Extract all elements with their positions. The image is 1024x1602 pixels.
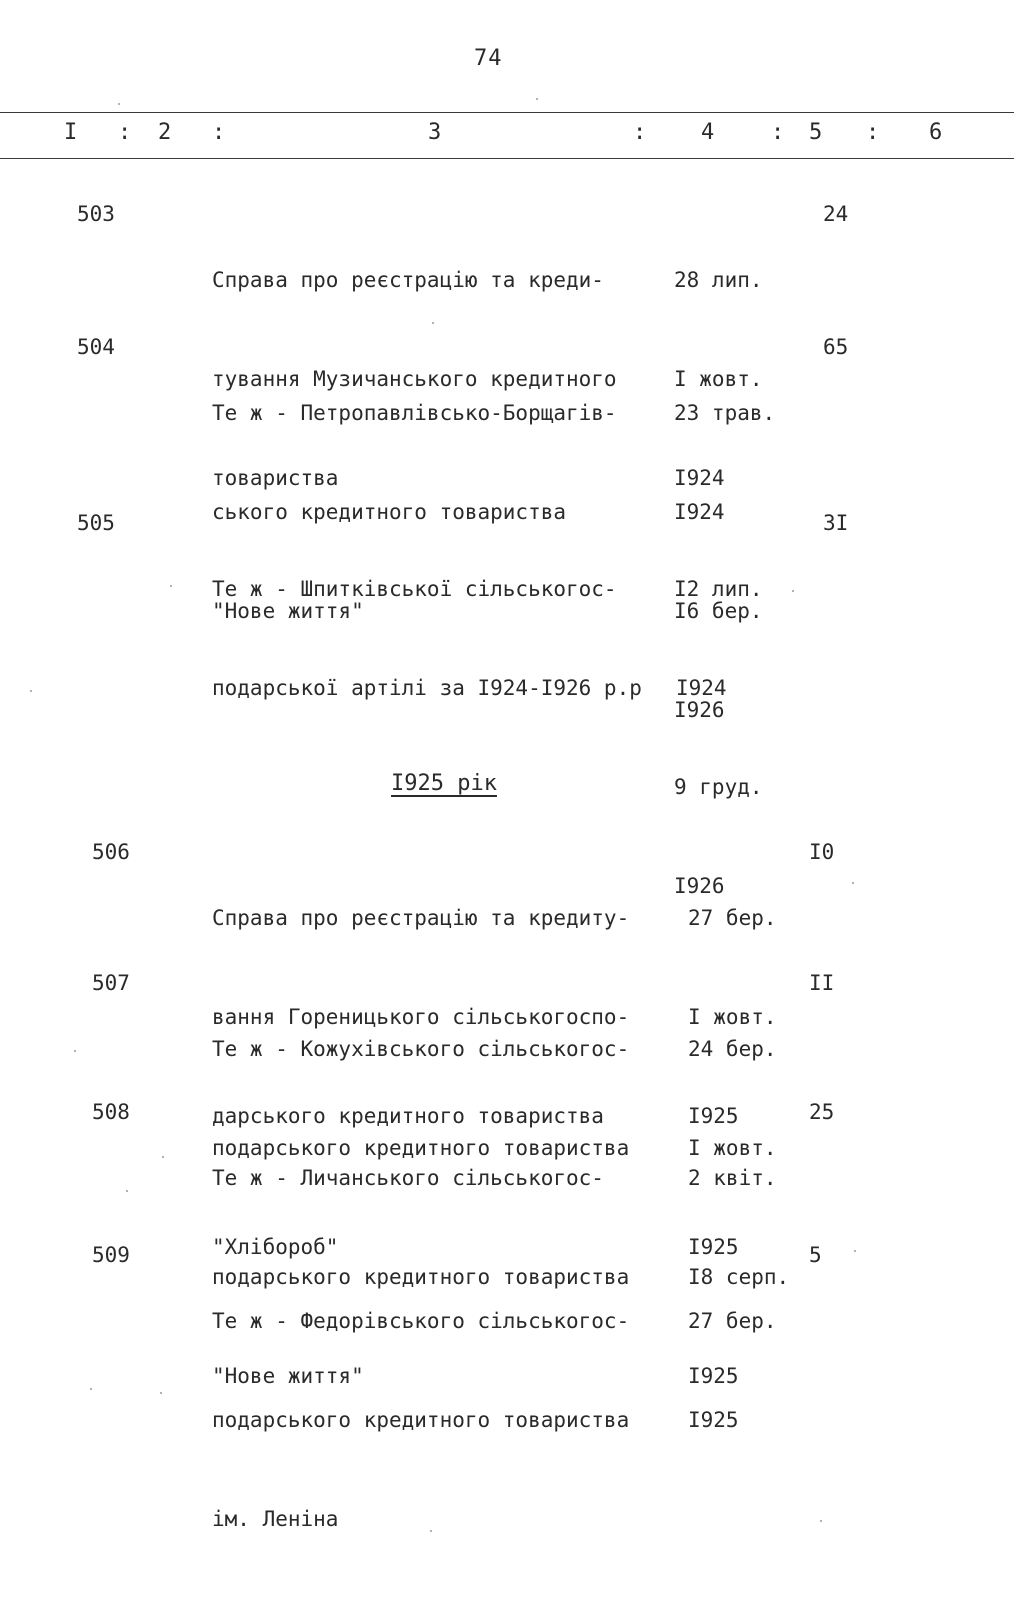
entry-sheet-count: II [809, 971, 835, 995]
entry-number: 506 [92, 840, 130, 864]
column-separator: : [212, 120, 226, 145]
column-separator: : [866, 120, 880, 145]
scan-speck [792, 590, 794, 592]
scan-speck [820, 1520, 822, 1522]
entry-title-line: ім. Леніна [212, 1507, 339, 1531]
entry-date-line: 27 бер. [688, 1309, 777, 1333]
scan-speck [30, 690, 32, 692]
scan-speck [854, 1250, 856, 1252]
entry-sheet-count: 24 [823, 202, 849, 226]
entry-sheet-count: 5 [809, 1243, 822, 1267]
entry-date-line: I924 [676, 676, 727, 700]
entry-title-line: дарського кредитного товариства [212, 1104, 604, 1128]
entry-date-line: 9 груд. [674, 775, 763, 799]
entry-date-line: 27 бер. [688, 906, 777, 930]
entry-title-line: "Хлібороб" [212, 1235, 339, 1259]
entry-title [212, 507, 642, 771]
entry-date-line: I926 [674, 698, 725, 722]
entry-number: 507 [92, 971, 130, 995]
entry-date-line: I925 [688, 1235, 739, 1259]
entry-date-line: I925 [688, 1364, 739, 1388]
entry-date-line: I926 [674, 874, 725, 898]
entry-date-line: I жовт. [688, 1005, 777, 1029]
entry-date-line: I жовт. [674, 367, 763, 391]
entry-title-line: Справа про реєстрацію та креди- [212, 268, 604, 292]
entry-title-line: Справа про реєстрацію та кредиту- [212, 906, 630, 930]
entry-title-line: вання Гореницького сільськогоспо- [212, 1005, 630, 1029]
entry-title-line: Те ж - Личанського сільськогос- [212, 1166, 604, 1190]
entry-sheet-count: 3I [823, 511, 849, 535]
entry-sheet-count: I0 [809, 840, 835, 864]
header-rule-bottom [0, 158, 1014, 159]
entry-date-line: I924 [674, 466, 725, 490]
entry-date-line: I2 лип. [674, 577, 763, 601]
column-header-5: 5 [809, 120, 823, 145]
column-separator: : [118, 120, 132, 145]
header-rule-top [0, 112, 1014, 113]
scan-speck [852, 882, 854, 884]
page-number: 74 [474, 46, 503, 71]
year-heading: I925 рік [391, 771, 497, 796]
scan-speck [430, 1530, 432, 1532]
entry-date-line: I жовт. [688, 1136, 777, 1160]
scan-speck [126, 1190, 128, 1192]
entry-title-line: "Нове життя" [212, 599, 364, 623]
entry-title-line: Те ж - Шпитківської сільськогос- [212, 577, 617, 601]
entry-title-line: подарської артілі за I924-I926 р.р [212, 676, 642, 700]
entry-title-line: подарського кредитного товариства [212, 1265, 630, 1289]
entry-date-line: 23 трав. [674, 401, 776, 425]
column-separator: : [633, 120, 647, 145]
scan-speck [74, 1050, 76, 1052]
entry-sheet-count: 65 [823, 335, 849, 359]
entry-title-line: тування Музичанського кредитного [212, 367, 617, 391]
entry-dates [688, 1239, 777, 1503]
entry-date-line: 24 бер. [688, 1037, 777, 1061]
scan-speck [160, 1392, 162, 1394]
entry-number: 505 [77, 511, 115, 535]
entry-date-line: I6 бер. [674, 599, 763, 623]
column-header-2: 2 [158, 120, 172, 145]
scan-speck [170, 585, 172, 587]
entry-title-line: товариства [212, 466, 339, 490]
scan-speck [118, 103, 120, 105]
scan-speck [536, 98, 538, 100]
column-separator: : [771, 120, 785, 145]
scan-speck [432, 322, 434, 324]
entry-number: 503 [77, 202, 115, 226]
entry-title-line: Те ж - Федорівського сільськогос- [212, 1309, 630, 1333]
entry-number: 508 [92, 1100, 130, 1124]
entry-title-line: Те ж - Кожухівського сільськогос- [212, 1037, 630, 1061]
entry-date-line: I925 [688, 1408, 739, 1432]
entry-date-line: I924 [674, 500, 725, 524]
entry-title-line: подарського кредитного товариства [212, 1408, 630, 1432]
entry-number: 509 [92, 1243, 130, 1267]
entry-date-line: 28 лип. [674, 268, 763, 292]
column-header-4: 4 [701, 120, 715, 145]
entry-sheet-count: 25 [809, 1100, 835, 1124]
entry-title [212, 1239, 629, 1602]
column-header-1: I [64, 120, 78, 145]
scan-speck [90, 1388, 92, 1390]
scan-speck [162, 1156, 164, 1158]
entry-title-line: "Нове життя" [212, 1364, 364, 1388]
entry-number: 504 [77, 335, 115, 359]
entry-title-line: ського кредитного товариства [212, 500, 567, 524]
entry-date-line: I925 [688, 1104, 739, 1128]
entry-date-line: I8 серп. [688, 1265, 790, 1289]
entry-title-line: подарського кредитного товариства [212, 1136, 630, 1160]
entry-title-line: Те ж - Петропавлівсько-Борщагів- [212, 401, 617, 425]
column-header-6: 6 [929, 120, 943, 145]
entry-date-line: 2 квіт. [688, 1166, 777, 1190]
column-header-3: 3 [428, 120, 442, 145]
